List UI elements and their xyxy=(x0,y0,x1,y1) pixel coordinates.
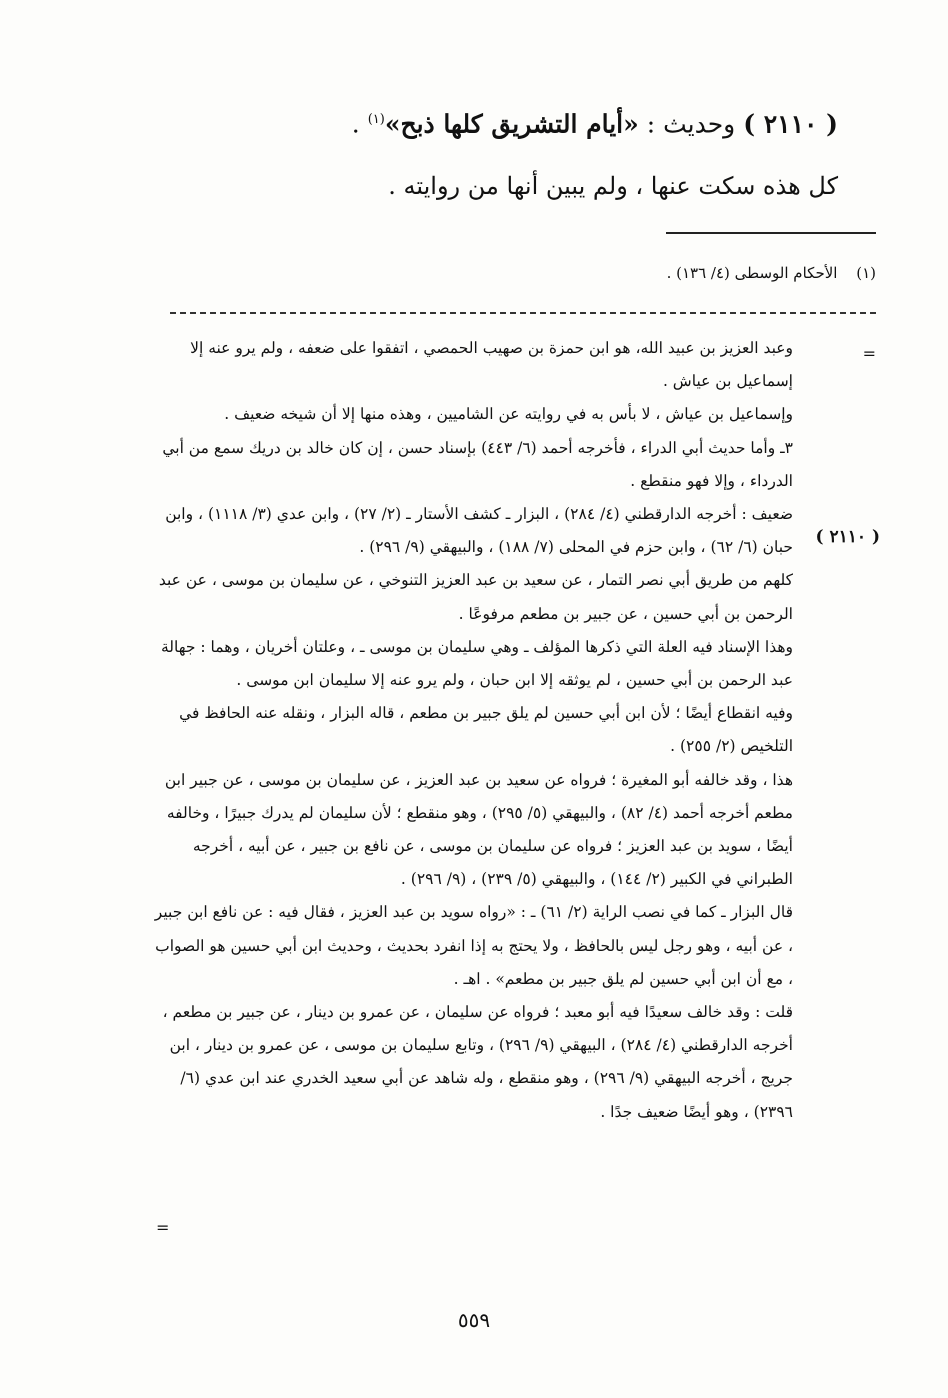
page-number: ٥٥٩ xyxy=(457,1308,491,1332)
commentary-paragraph: قال البزار ـ كما في نصب الراية (٢/ ٦١) ـ : «رواه سويد بن عبد العزيز ، فقال فيه : عن نافع ابن جبير ، عن أبيه ، وهو رجل ليس بالحافظ ، ولا يحتج به إذا انفرد بحديث ، وحديث ابن أبي حسين هو الصواب ، مع أن ابن أبي حسين لم يلق جبير بن مطعم» . اهـ . xyxy=(154,903,793,988)
commentary-section-number: ( ٢١١٠ ) xyxy=(815,527,880,547)
commentary-paragraph: وعبد العزيز بن عبيد الله، هو ابن حمزة بن صهيب الحمصي ، اتفقوا على ضعفه ، ولم يرو عنه إلا إسماعيل بن عياش . xyxy=(190,339,793,391)
commentary-divider xyxy=(170,312,876,314)
footnote-ref: (١) xyxy=(367,112,385,127)
entry-number: ( ٢١١٠ ) xyxy=(743,109,838,139)
commentary-text xyxy=(153,332,793,1129)
entry-comment: كل هذه سكت عنها ، ولم يبين أنها من روايته . xyxy=(388,172,838,200)
commentary-paragraph: كلهم من طريق أبي نصر التمار ، عن سعيد بن عبد العزيز التنوخي ، عن سليمان بن موسى ، عن عبد الرحمن بن أبي حسين ، عن جبير بن مطعم مرفوعًا . xyxy=(158,571,793,623)
commentary-paragraph: وفيه انقطاع أيضًا ؛ لأن ابن أبي حسين لم يلق جبير بن مطعم ، قاله البزار ، ونقله عنه الحافظ في التلخيص (٢/ ٢٥٥) . xyxy=(179,704,793,756)
entry-intro: وحديث : xyxy=(646,109,736,139)
footnote-text: الأحكام الوسطى (٤/ ١٣٦) . xyxy=(666,264,838,282)
continuation-mark-bottom: = xyxy=(156,1218,170,1237)
continuation-mark-top: = xyxy=(862,344,876,363)
footnote-divider xyxy=(666,232,876,234)
commentary-paragraph: وهذا الإسناد فيه العلة التي ذكرها المؤلف ـ وهي سليمان بن موسى ـ ، وعلتان أخريان ، وهما : جهالة عبد الرحمن بن أبي حسين ، لم يوثقه إلا ابن حبان ، ولم يرو عنه إلا سليمان ابن موسى . xyxy=(160,637,793,690)
footnote xyxy=(176,258,876,288)
entry-heading xyxy=(138,100,838,144)
commentary-paragraph: قلت : وقد خالف سعيدًا فيه أبو معبد ؛ فرواه عن سليمان ، عن عمرو بن دينار ، عن جبير بن مطعم ، أخرجه الدارقطني (٤/ ٢٨٤) ، البيهقي (٩/ ٢٩٦) ، وتابع سليمان بن موسى ، عن عمرو بن دينار ، ابن جريج ، أخرجه البيهقي (٩/ ٢٩٦) ، وهو منقطع ، وله شاهد عن أبي سعيد الخدري عند ابن عدي (٦/ ٢٣٩٦) ، وهو أيضًا ضعيف جدًا . xyxy=(162,1003,793,1121)
commentary-paragraph: ضعيف : أخرجه الدارقطني (٤/ ٢٨٤) ، البزار ـ كشف الأستار ـ (٢/ ٢٧) ، وابن عدي (٣/ ١١١٨) ، وابن حبان (٦/ ٦٢) ، وابن حزم في المحلى (٧/ ١٨٨) ، والبيهقي (٩/ ٢٩٦) . xyxy=(165,505,793,557)
commentary-paragraph: هذا ، وقد خالفه أبو المغيرة ؛ فرواه عن سعيد بن عبد العزيز ، عن سليمان بن موسى ، عن جبير ابن مطعم أخرجه أحمد (٤/ ٨٢) ، والبيهقي (٥/ ٢٩٥) ، وهو منقطع ؛ لأن سليمان لم يدرك جبيرًا ، وخالفه أيضًا ، سويد بن عبد العزيز ؛ فرواه عن سليمان بن موسى ، عن نافع بن جبير ، عن أبيه ، أخرجه الطبراني في الكبير (٢/ ١٤٤) ، والبيهقي (٥/ ٢٣٩) ، (٩/ ٢٩٦) . xyxy=(164,770,793,889)
commentary-paragraph: ٣ـ وأما حديث أبي الدراء ، فأخرجه أحمد (٦/ ٤٤٣) بإسناد حسن ، إن كان خالد بن دريك سمع من أبي الدرداء ، وإلا فهو منقطع . xyxy=(162,438,793,490)
hadith-quote: «أيام التشريق كلها ذبح» xyxy=(384,109,639,139)
heading-end-mark: . xyxy=(351,109,368,139)
commentary-paragraph: وإسماعيل بن عياش ، لا بأس به في روايته عن الشاميين ، وهذه منها إلا أن شيخه ضعيف . xyxy=(224,405,793,424)
footnote-number: (١) xyxy=(856,264,876,282)
